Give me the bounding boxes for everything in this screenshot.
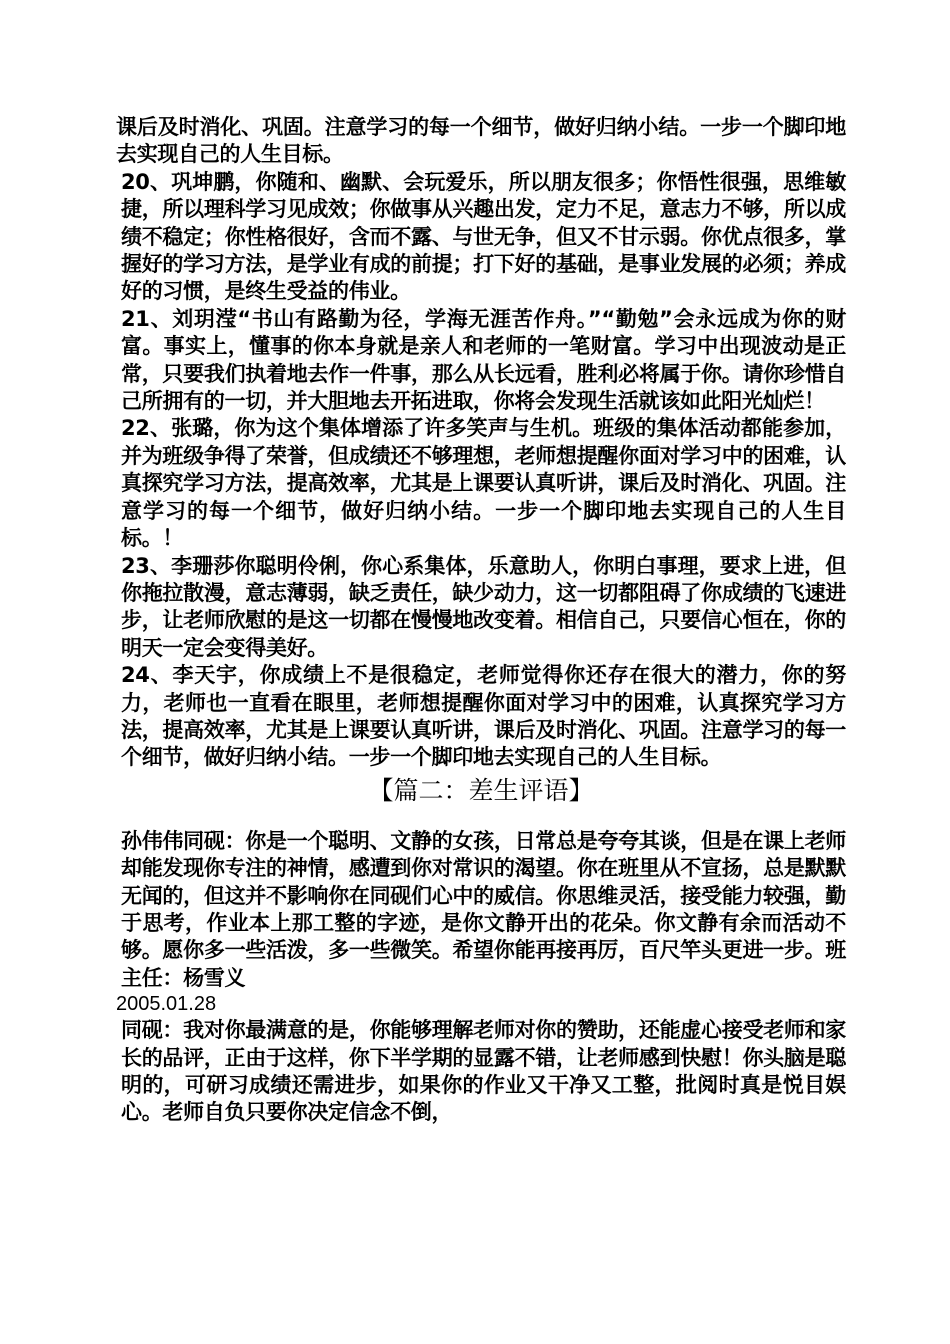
- comment-paragraph: 24、李天宇，你成绩上不是很稳定，老师觉得你还存在很大的潜力，你的努力，老师也一直看在眼里，老师想提醒你面对学习中的困难，认真探究学习方法，提高效率，尤其是上课要认真听讲，课后及时消化、巩固。注意学习的每一个细节，做好归纳小结。一步一个脚印地去实现自己的人生目标。: [121, 663, 846, 770]
- comment-paragraph: 22、张璐，你为这个集体增添了许多笑声与生机。班级的集体活动都能参加，并为班级争得了荣誉，但成绩还不够理想，老师想提醒你面对学习中的困难，认真探究学习方法，提高效率，尤其是上课要认真听讲，课后及时消化、巩固。注意学习的每一个细节，做好归纳小结。一步一个脚印地去实现自己的人生目标。！: [121, 416, 846, 551]
- section-heading: 【篇二：差生评语】: [368, 775, 594, 805]
- comment-paragraph: 同砚：我对你最满意的是，你能够理解老师对你的赞助，还能虚心接受老师和家长的品评，正由于这样，你下半学期的显露不错，让老师感到快慰！你头脑是聪明的，可研习成绩还需进步，如果你的作业又干净又工整，批阅时真是悦目娱心。老师自负只要你决定信念不倒，: [121, 1018, 846, 1125]
- comment-paragraph: 23、李珊莎你聪明伶俐，你心系集体，乐意助人，你明白事理，要求上进，但你拖拉散漫，意志薄弱，缺乏责任，缺少动力，这一切都阻碍了你成绩的飞速进步，让老师欣慰的是这一切都在慢慢地改变着。相信自己，只要信心恒在，你的明天一定会变得美好。: [121, 553, 846, 660]
- comment-paragraph: 20、巩坤鹏，你随和、幽默、会玩爱乐，所以朋友很多；你悟性很强，思维敏捷，所以理科学习见成效；你做事从兴趣出发，定力不足，意志力不够，所以成绩不稳定；你性格很好，含而不露、与世无争，但又不甘示弱。你优点很多，掌握好的学习方法，是学业有成的前提；打下好的基础，是事业发展的必须；养成好的习惯，是终生受益的伟业。: [121, 169, 846, 304]
- document-body: [116, 114, 846, 1127]
- date-line: 2005.01.28: [116, 993, 217, 1016]
- comment-paragraph: 课后及时消化、巩固。注意学习的每一个细节，做好归纳小结。一步一个脚印地去实现自己的人生目标。: [116, 115, 846, 167]
- comment-paragraph: 21、刘玥滢“书山有路勤为径，学海无涯苦作舟。”“勤勉”会永远成为你的财富。事实上，懂事的你本身就是亲人和老师的一笔财富。学习中出现波动是正常，只要我们执着地去作一件事，那么从长远看，胜利必将属于你。请你珍惜自己所拥有的一切，并大胆地去开拓进取，你将会发现生活就该如此阳光灿烂！: [121, 306, 846, 414]
- comment-paragraph: 孙伟伟同砚：你是一个聪明、文静的女孩，日常总是夸夸其谈，但是在课上老师却能发现你专注的神情，感遭到你对常识的渴望。你在班里从不宣扬，总是默默无闻的，但这并不影响你在同砚们心中的威信。你思维灵活，接受能力较强，勤于思考，作业本上那工整的字迹，是你文静开出的花朵。你文静有余而活动不够。愿你多一些活泼，多一些微笑。希望你能再接再厉，百尺竿头更进一步。班主任：杨雪义: [121, 828, 846, 990]
